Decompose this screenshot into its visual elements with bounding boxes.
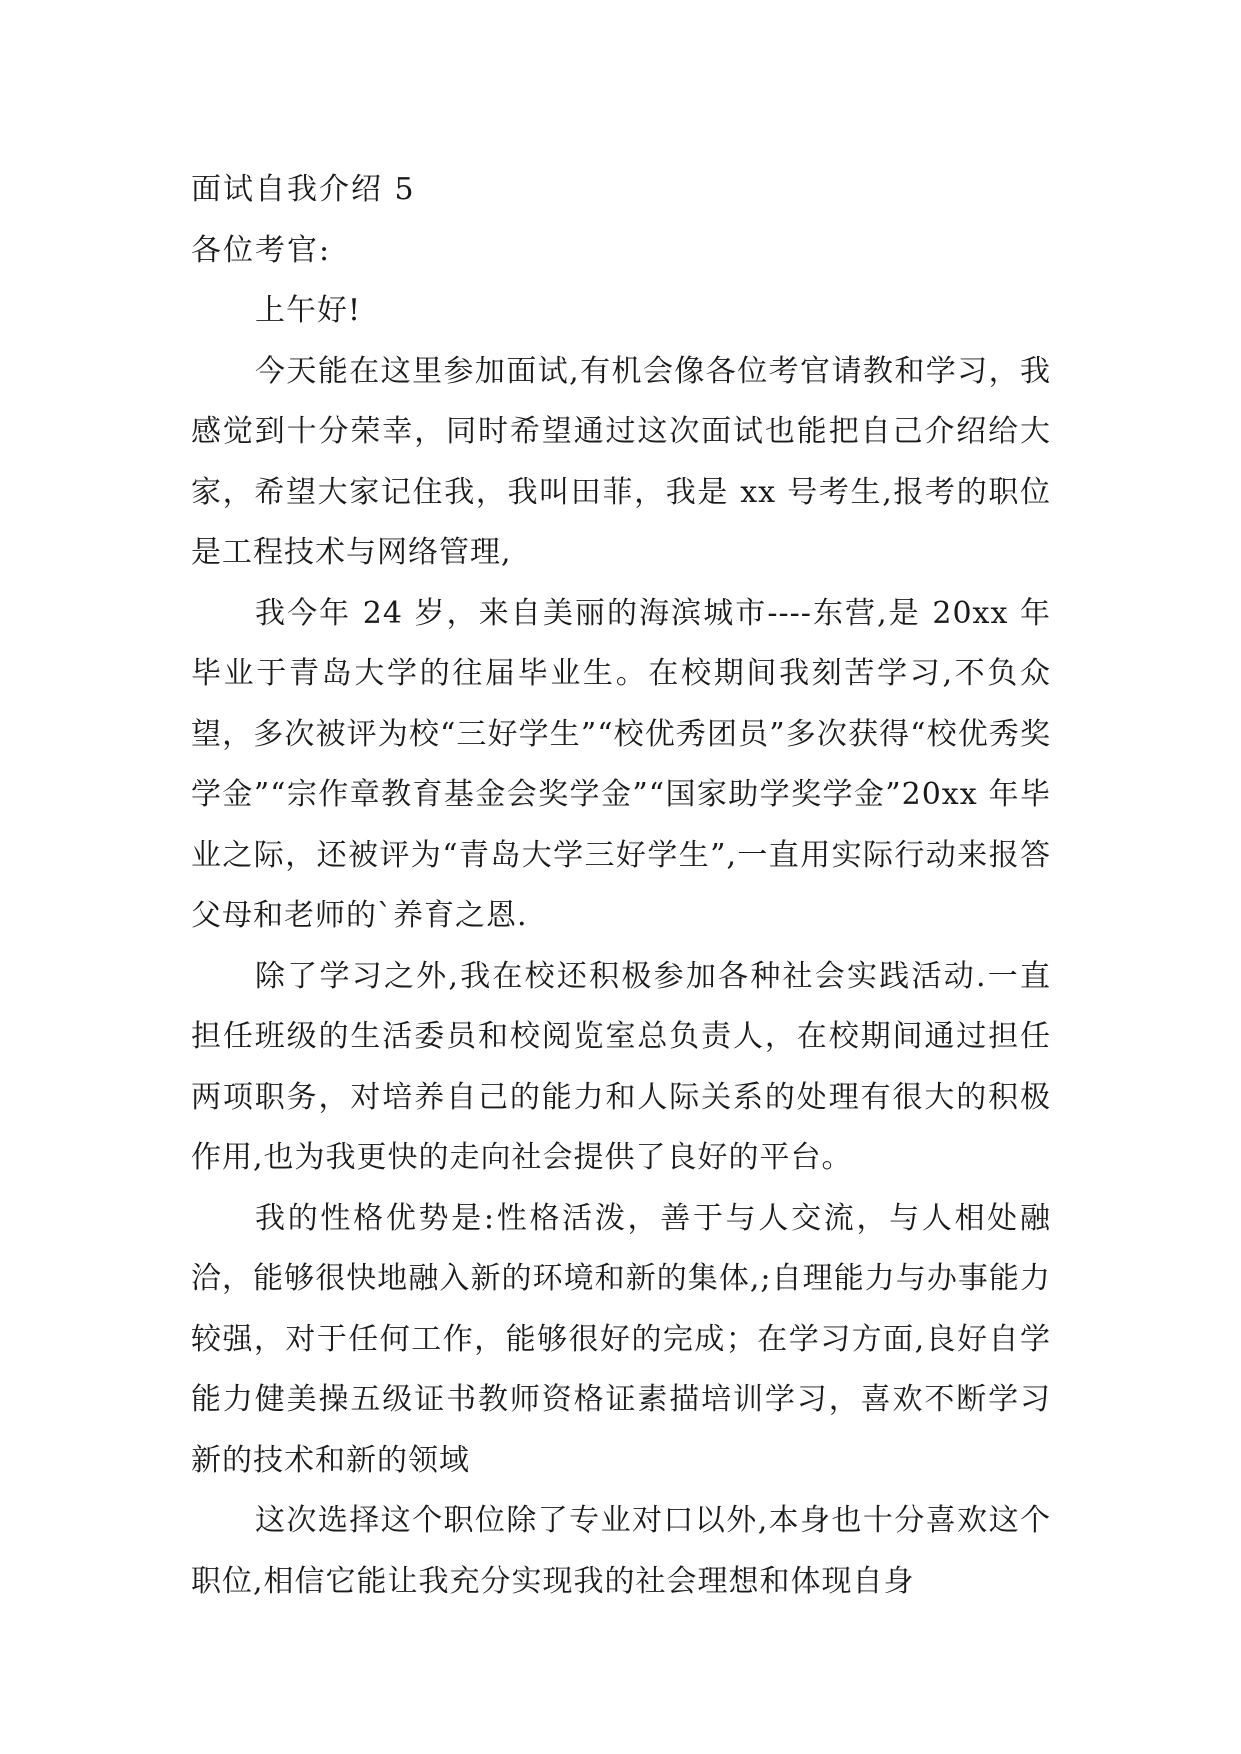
document-page <box>191 160 1051 1612</box>
paragraph-education: 我今年 24 岁，来自美丽的海滨城市----东营,是 20xx 年毕业于青岛大学的往届毕业生。在校期间我刻苦学习,不负众望，多次被评为校“三好学生”“校优秀团员”多次获得“校优秀奖学金”“宗作章教育基金会奖学金”“国家助学奖学金”20xx 年毕业之际，还被评为“青岛大学三好学生”,一直用实际行动来报答父母和老师的`养育之恩. <box>191 595 1051 933</box>
paragraph-introduction: 今天能在这里参加面试,有机会像各位考官请教和学习，我感觉到十分荣幸，同时希望通过这次面试也能把自己介绍给大家，希望大家记住我，我叫田菲，我是 xx 号考生,报考的职位是工程技术与网络管理, <box>191 353 1051 570</box>
paragraph-strengths: 我的性格优势是:性格活泼，善于与人交流，与人相处融洽，能够很快地融入新的环境和新的集体,;自理能力与办事能力较强，对于任何工作，能够很好的完成；在学习方面,良好自学能力健美操五级证书教师资格证素描培训学习，喜欢不断学习新的技术和新的领域 <box>191 1200 1051 1478</box>
salutation: 各位考官: <box>191 232 332 268</box>
paragraph-activities: 除了学习之外,我在校还积极参加各种社会实践活动.一直担任班级的生活委员和校阅览室总负责人，在校期间通过担任两项职务，对培养自己的能力和人际关系的处理有很大的积极作用,也为我更快的走向社会提供了良好的平台。 <box>191 958 1051 1175</box>
paragraph-greeting: 上午好! <box>255 293 362 328</box>
paragraph-motivation: 这次选择这个职位除了专业对口以外,本身也十分喜欢这个职位,相信它能让我充分实现我的社会理想和体现自身 <box>191 1503 1051 1599</box>
document-title: 面试自我介绍 5 <box>191 172 416 207</box>
